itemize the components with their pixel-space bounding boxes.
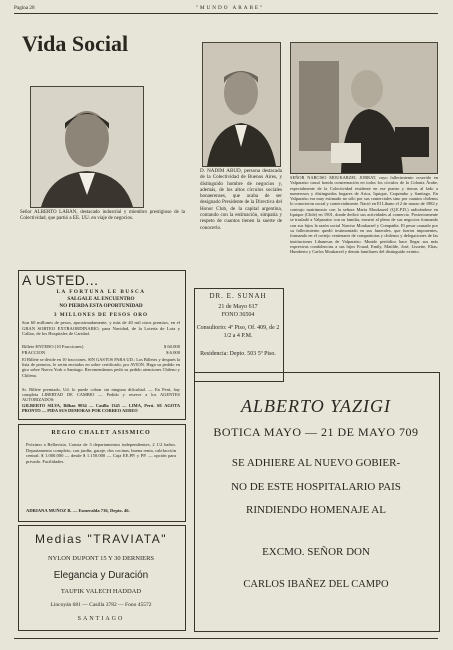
yazigi-line5: CARLOS IBAÑEZ DEL CAMPO xyxy=(243,579,389,590)
yazigi-line1: SE ADHIERE AL NUEVO GOBIER- xyxy=(231,457,401,469)
sunah-name: DR. E. SUNAH xyxy=(209,292,267,300)
lottery-prize: 3 MILLONES DE PESOS ORO xyxy=(53,312,149,318)
abud-caption: D. NADIM ABUD, persona destacada de la Colectividad de Buenos Aires, y distinguido hombre de negocios y, además, de los altos círculos sociales bonaerenses, que acaba de ser designado Presidente de la Directiva del Honor Club, de la capital argentina, contando con la estimación, simpatía y respeto de cuantos tienen la suerte de conocerlo. xyxy=(200,168,282,231)
laban-caption: Señor ALBERTO LABAN, destacado industrial y miembro prestigioso de la Colectividad, que partió a EE. UU. en viaje de negocios. xyxy=(20,210,185,221)
footer-rule xyxy=(14,638,438,639)
lottery-agent: GILBERTO SILVA, Bilbao 9034 — Casilla 1345 — LIMA, Perú. SE AGOTA PRONTO — PIDA SUS DEMORAS POR CORREO AEREO xyxy=(22,403,180,414)
jorrat-photo xyxy=(290,42,438,174)
sunah-consult: Consultorio: 4º Piso, Of. 409, de 2 1/2 a 4 P.M. xyxy=(196,325,280,339)
lottery-line1: LA FORTUNA LE BUSCA xyxy=(56,289,146,295)
lottery-body3: Sr. Billete premiado, Ud. lo puede cobrar sin ninguna dificultad. — En Perú, hay completa LIBERTAD DE CAMBIO — Pedido y reserve a los AGENTES AUTORIZADOS: xyxy=(22,387,180,403)
regio-title: REGIO CHALET ASISMICO xyxy=(51,430,151,436)
lottery-fraccion-label: FRACCION xyxy=(22,350,46,355)
sunah-phone: FONO 36504 xyxy=(221,312,255,318)
lottery-fraccion-price: $ 6.000 xyxy=(166,350,180,355)
lottery-body1: Son 60 millones de pesos, aproximadamente, y más de 40 mil otros premios, en el GRAN SORTEO EXTRAORDINARIO, para Navidad, de la Lotería de Lota y Callao, de los Hospitales de Caridad. xyxy=(22,320,180,337)
laban-photo xyxy=(30,86,144,208)
section-title: Vida Social xyxy=(22,31,129,56)
yazigi-line2: NO DE ESTE HOSPITALARIO PAIS xyxy=(231,481,401,493)
magazine-name: "MUNDO ARABE" xyxy=(195,5,265,11)
lottery-entero-label: Billete ENTERO (10 Fracciones) xyxy=(22,344,84,349)
sunah-residence: Residencia: Depto. 503 5º Piso. xyxy=(200,351,276,357)
regio-footer: ADRIANA MUÑOZ B. — Esmeralda 736, Depto. 46. xyxy=(26,508,130,513)
regio-body: Próximo a Bellavista. Consta de 3 departamentos independientes, 2 1/2 baños. Departamento completo, con jardín, garaje, dos cocinas, buena renta, calefacción central. $ 1.000.000 — desde $ 1.150.000 — Caja EE.PP. y PP. — opción para privado. Facilidades. xyxy=(26,442,176,464)
traviata-address: Lincoyán 681 — Casilla 3782 — Fono 45572 xyxy=(50,602,152,608)
page-number: Pagina 28 xyxy=(14,5,35,11)
traviata-subtitle: NYLON DUPONT 15 Y 30 DERNIERS xyxy=(47,555,155,562)
yazigi-line3: RINDIENDO HOMENAJE AL xyxy=(246,504,386,516)
yazigi-address: BOTICA MAYO — 21 DE MAYO 709 xyxy=(213,425,419,439)
lottery-line3: NO PIERDA ESTA OPORTUNIDAD xyxy=(59,303,143,309)
yazigi-name: ALBERTO YAZIGI xyxy=(241,396,391,416)
sunah-date: 21 de Mayo 617 xyxy=(218,304,258,310)
jorrat-caption: SEÑOR NARCISO MOUKARZEL JORRAT, cuyo fallecimiento ocurrido en Valparaíso causó honda consternación en todos los círculos de la Colonia Árabe, especialmente de la Colectividad residente en ese puerto y tierras al lado a numerosos y distinguidos hogares de Arica, Iquique, Coquimbo y Santiago. En Valparaíso era muy estimado no sólo por sus comerciales sino por cuantos chilenos lo conocieron social y comercialmente. Nació en El Líbano el 2 de marzo de 1882 y contrajo matrimonio con la señora María Moukarzel (Q.E.P.D.) radicándose en Iquique (Chile) en 1901, donde dedicó sus actividades al comercio. Posteriormente se trasladó a Valparaíso con su familia, esmeró al pleno de sus negocios formando con sus hijos la razón social Narciso Moukarzel y Compañía. El pesar causado por su fallecimiento quedó testimoniado en sus funerales, que fueron imponentes, formando en el cortejo centenares de compatriotas y chilenos y delegaciones de las instituciones Libanesas de Valparaíso. Mundo periódico hace llegar sus más expresivas condolencias a sus hijos Fouad, Emily, Matilde, José, Lissette, Elias, Humberto y Carlos Moukarzel y demás familiares del distinguido extinto. xyxy=(290,175,438,255)
traviata-title: Medias "TRAVIATA" xyxy=(34,532,168,546)
yazigi-line4: EXCMO. SEÑOR DON xyxy=(262,546,370,558)
header-rule xyxy=(14,13,438,14)
abud-photo xyxy=(202,42,281,167)
traviata-slogan: Elegancia y Duración xyxy=(53,570,149,581)
lottery-line2: SALGALE AL ENCUENTRO xyxy=(67,296,135,302)
traviata-owner: TAUFIK VALECH HADDAD xyxy=(60,588,142,595)
traviata-city: SANTIAGO xyxy=(77,616,125,622)
lottery-headline: A USTED... xyxy=(22,272,99,288)
lottery-entero-price: $ 60.000 xyxy=(163,344,180,349)
lottery-body2: El Billete se divide en 10 fracciones. SIN GASTOS PARA UD.: Los Billetes y después la lista de premios, le serán enviados en sobre certificado, por AVION. Haga su pedido en giro sobre Nueva York o Santiago. Recomendamos pedir su pedido atenciones Chileno y Chilena. xyxy=(22,357,180,378)
